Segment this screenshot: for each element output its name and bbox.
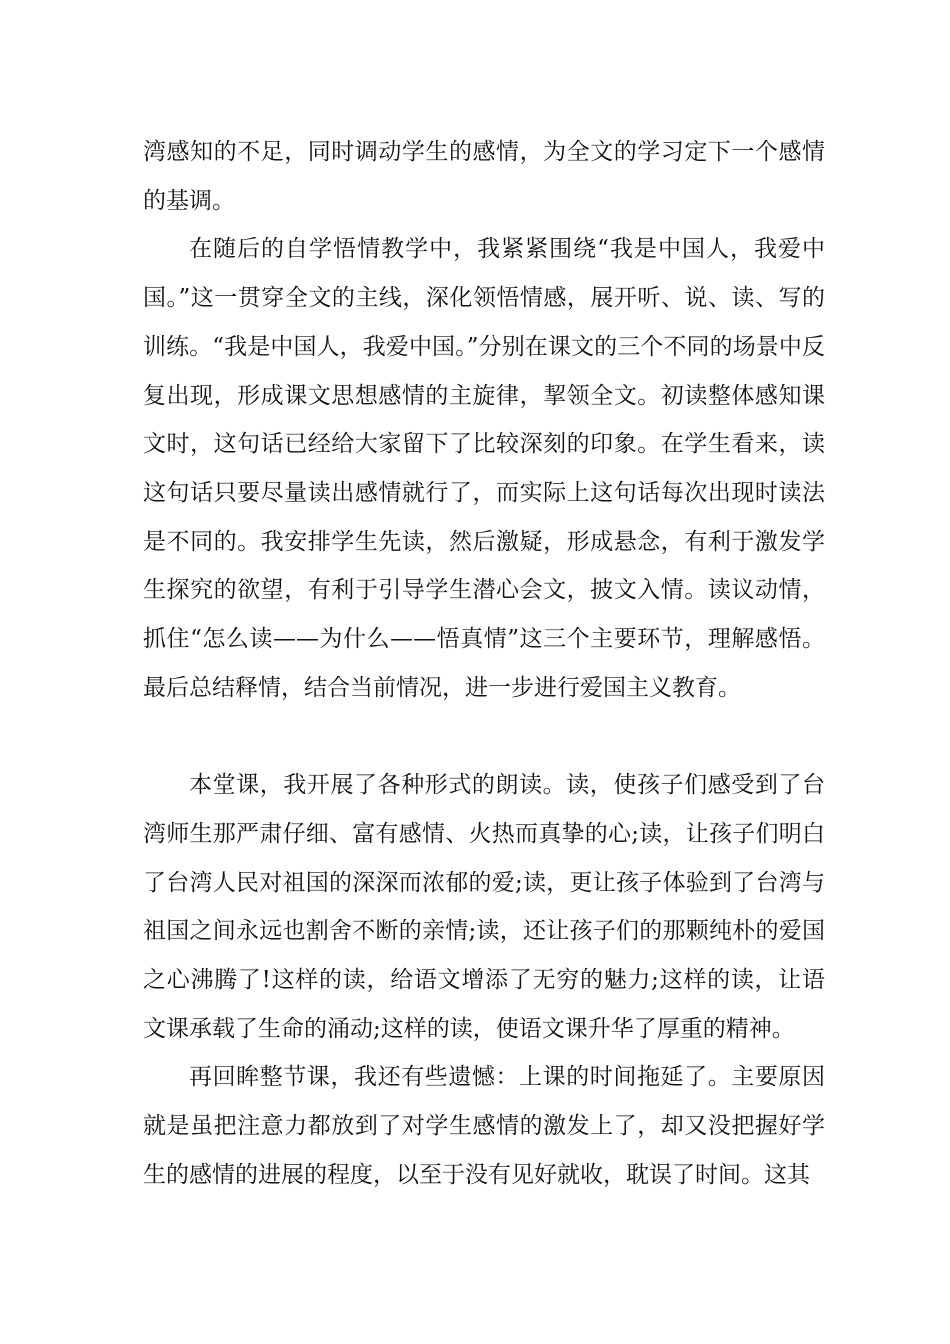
document-body [143,128,825,1199]
paragraph-self-study: 在随后的自学悟情教学中，我紧紧围绕“我是中国人，我爱中国。”这一贯穿全文的主线，深化领悟情感，展开听、说、读、写的训练。“我是中国人，我爱中国。”分别在课文的三个不同的场景中反复出现，形成课文思想感情的主旋律，挈领全文。初读整体感知课文时，这句话已经给大家留下了比较深刻的印象。在学生看来，读这句话只要尽量读出感情就行了，而实际上这句话每次出现时读法是不同的。我安排学生先读，然后激疑，形成悬念，有利于激发学生探究的欲望，有利于引导学生潜心会文，披文入情。读议动情，抓住“怎么读——为什么——悟真情”这三个主要环节，理解感悟。最后总结释情，结合当前情况，进一步进行爱国主义教育。 [143,236,825,701]
paragraph-regrets: 再回眸整节课，我还有些遗憾：上课的时间拖延了。主要原因就是虽把注意力都放到了对学生感情的激发上了，却又没把握好学生的感情的进展的程度，以至于没有见好就收，耽误了时间。这其 [143,1064,825,1188]
paragraph-continuation: 湾感知的不足，同时调动学生的感情，为全文的学习定下一个感情的基调。 [143,139,825,214]
paragraph-reading-forms: 本堂课，我开展了各种形式的朗读。读，使孩子们感受到了台湾师生那严肃仔细、富有感情、火热而真挚的心;读，让孩子们明白了台湾人民对祖国的深深而浓郁的爱;读，更让孩子体验到了台湾与祖国之间永远也割舍不断的亲情;读，还让孩子们的那颗纯朴的爱国之心沸腾了!这样的读，给语文增添了无穷的魅力;这样的读，让语文课承载了生命的涌动;这样的读，使语文课升华了厚重的精神。 [143,772,825,1042]
